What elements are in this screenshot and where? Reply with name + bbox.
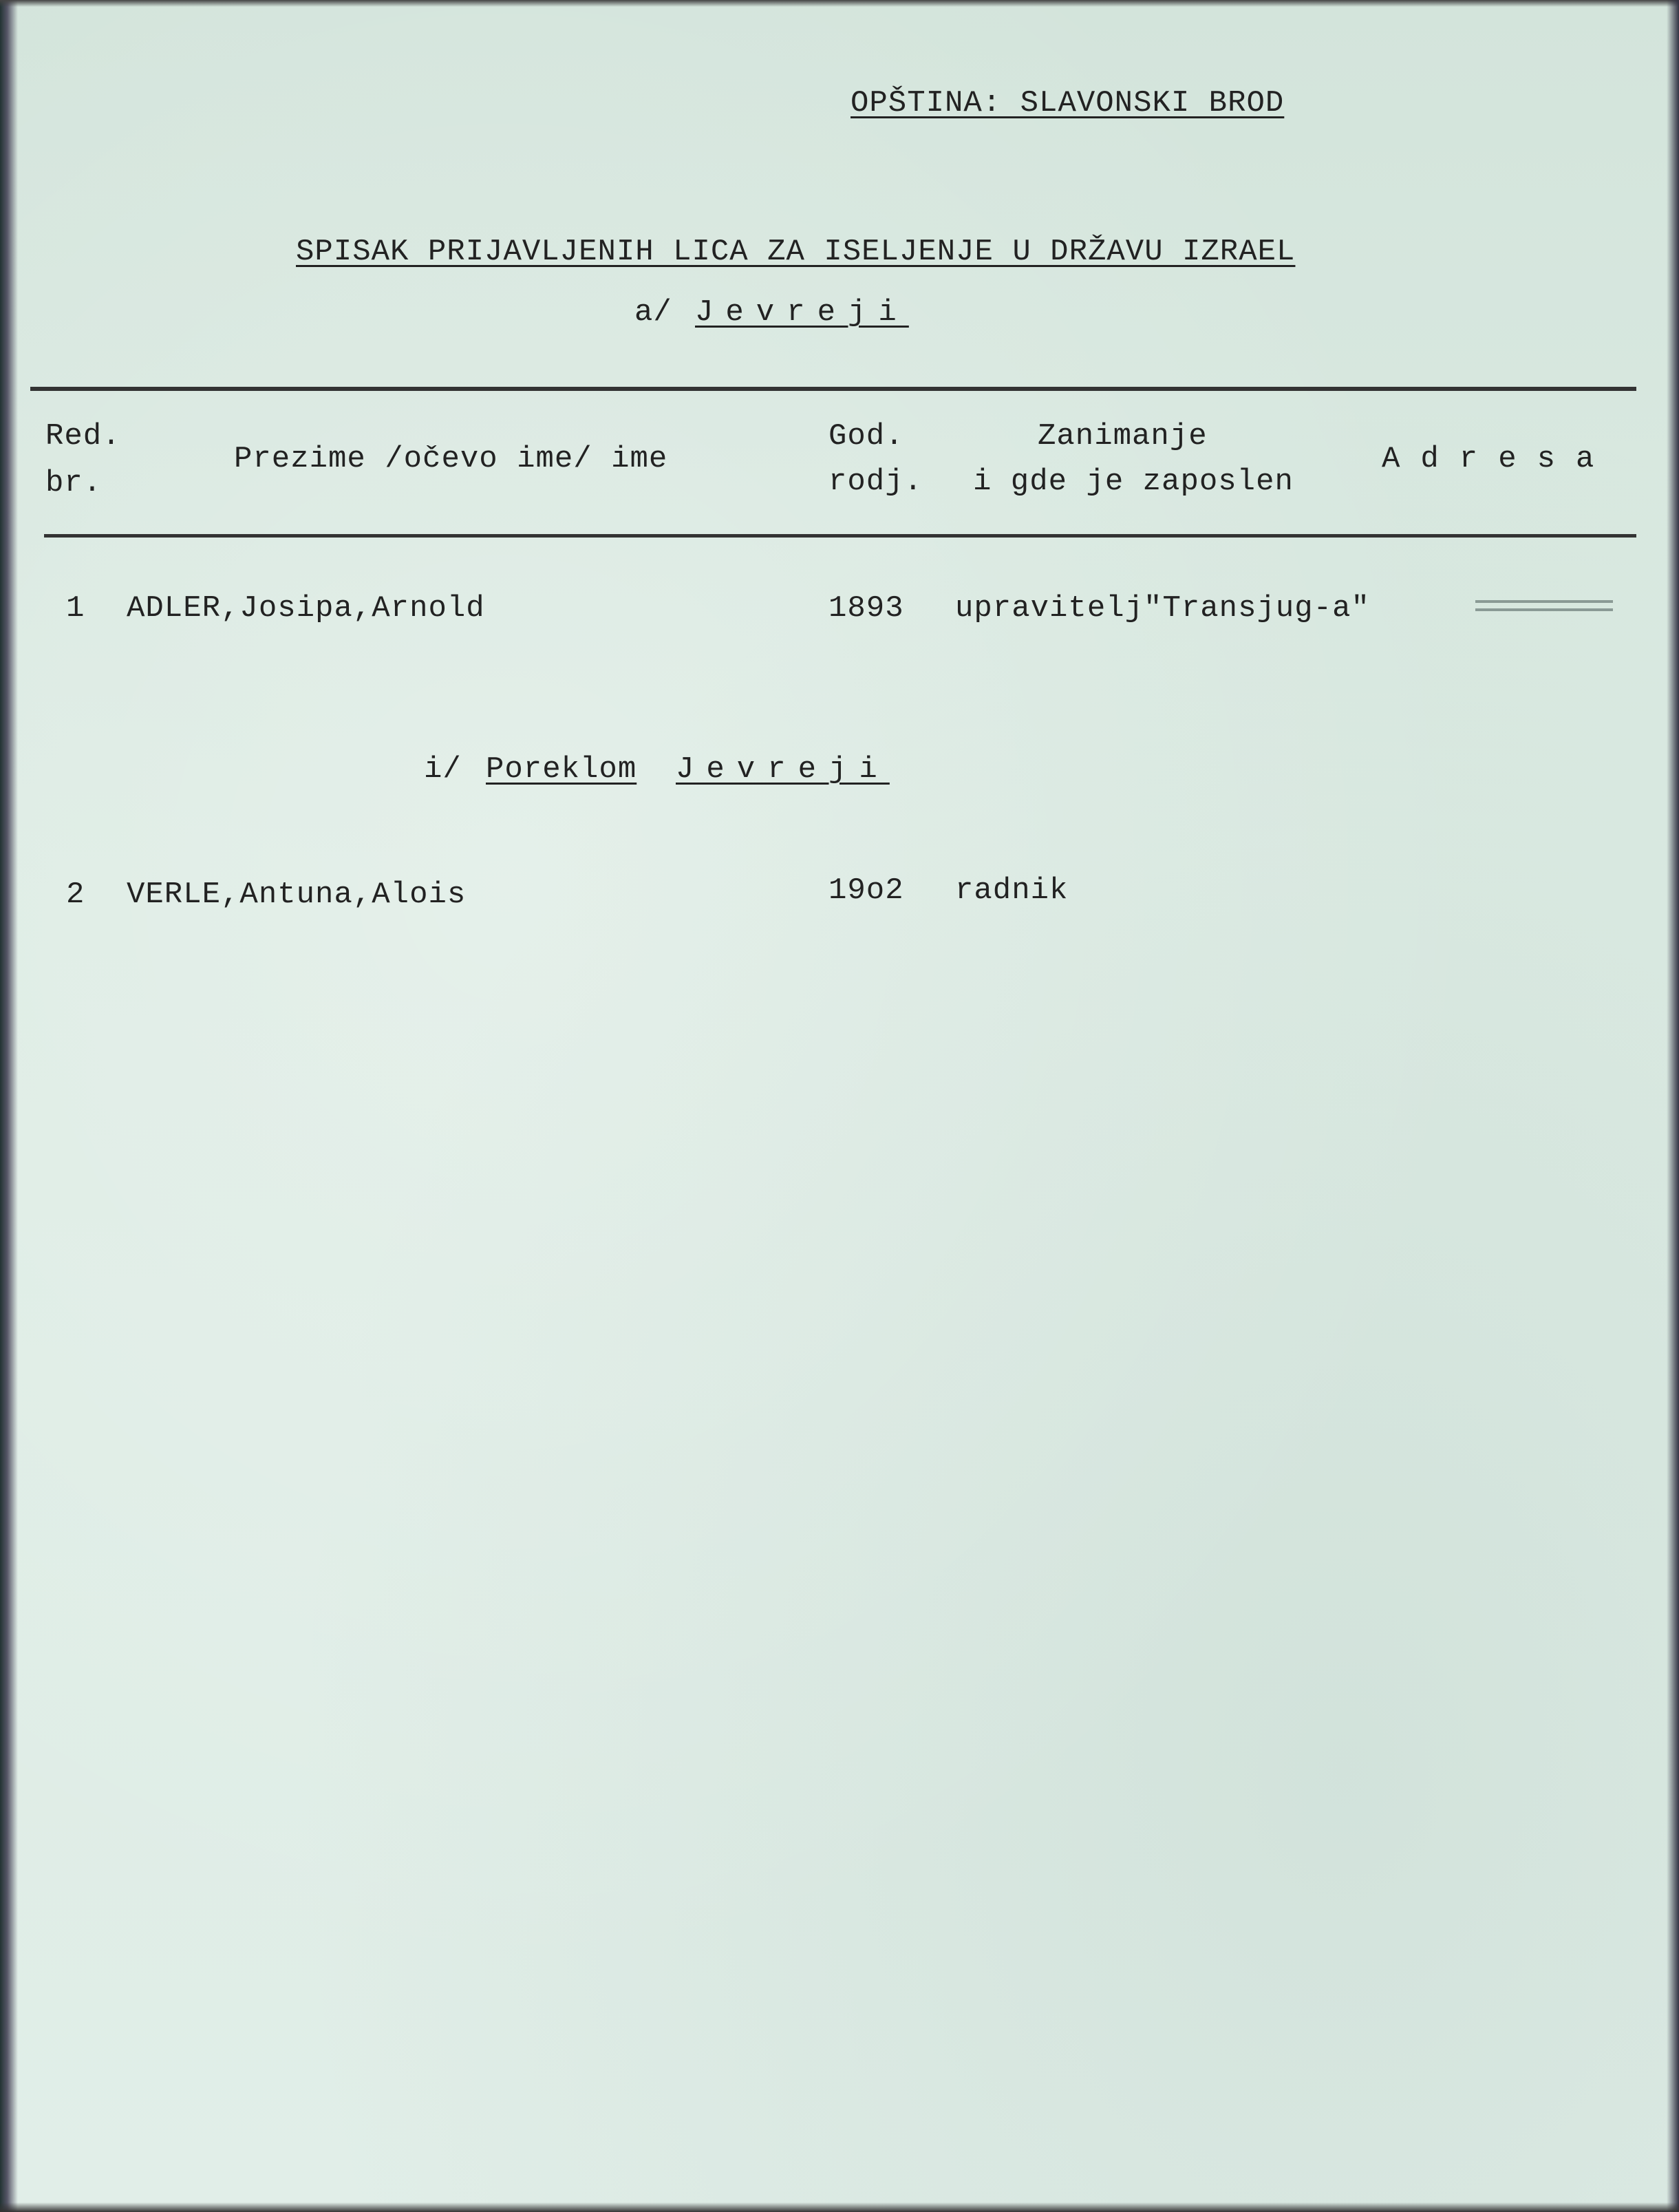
col-header-name: Prezime /očevo ime/ ime (234, 442, 668, 476)
col-header-year-1: God. (828, 419, 904, 454)
section-b-label-word: Poreklom (486, 752, 637, 787)
table-top-rule (30, 387, 1636, 391)
row-2-occupation: radnik (955, 873, 1069, 908)
col-header-rb-1: Red. (45, 419, 121, 454)
section-b-label-spaced: Jevreji (676, 752, 890, 787)
scan-edge-top (0, 0, 1679, 7)
row-2-year: 19o2 (828, 873, 904, 908)
col-header-job-2: i gde je zaposlen (973, 465, 1294, 499)
row-1-year: 1893 (828, 591, 904, 626)
row-1-occupation: upravitelj"Transjug-a" (955, 591, 1370, 626)
scan-edge-bottom (0, 2202, 1679, 2212)
row-1-address-blank-2 (1475, 608, 1613, 611)
row-1-number: 1 (66, 591, 85, 626)
scan-edge-left (0, 0, 18, 2212)
table-header-rule (44, 534, 1636, 538)
section-a-prefix: a/ (634, 295, 672, 330)
row-1-name: ADLER,Josipa,Arnold (127, 591, 485, 626)
municipality-heading: OPŠTINA: SLAVONSKI BROD (851, 86, 1285, 120)
col-header-job-1: Zanimanje (1038, 419, 1208, 454)
section-b-prefix: i/ (424, 752, 462, 787)
section-a-label: Jevreji (695, 295, 909, 330)
col-header-year-2: rodj. (828, 465, 923, 499)
scan-edge-right (1667, 0, 1679, 2212)
row-2-number: 2 (66, 878, 85, 912)
row-2-name: VERLE,Antuna,Alois (127, 878, 467, 912)
document-title: SPISAK PRIJAVLJENIH LICA ZA ISELJENJE U DRŽAVU IZRAEL (296, 235, 1296, 269)
col-header-rb-2: br. (45, 466, 103, 500)
row-1-address-blank (1475, 600, 1613, 603)
col-header-address: Adresa (1382, 442, 1615, 476)
